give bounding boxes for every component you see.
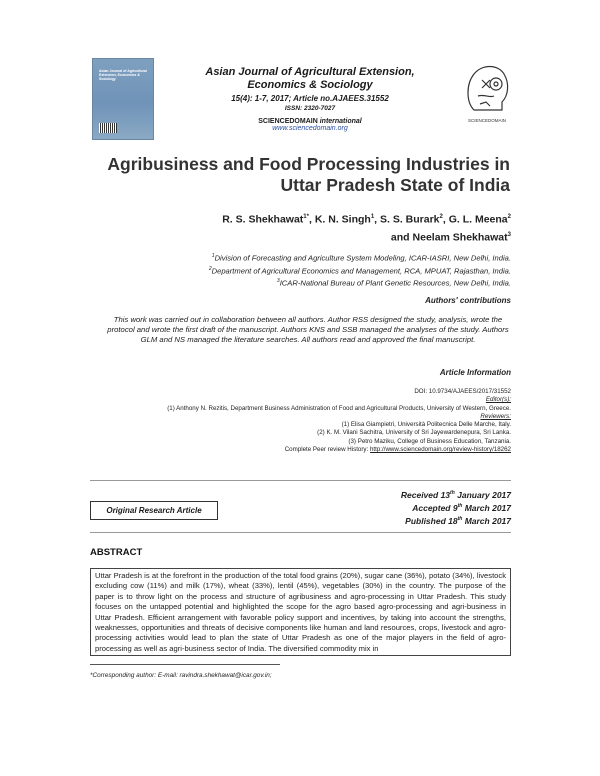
reviewer-1: (1) Elisa Giampietri, Università Politecnica Delle Marche, Italy. — [341, 421, 511, 429]
divider — [90, 532, 511, 533]
published-date — [300, 514, 511, 527]
doi: DOI: 10.9734/AJAEES/2017/31552 — [414, 388, 511, 395]
logo-caption: SCIENCEDOMAIN — [467, 118, 507, 123]
journal-name — [160, 66, 460, 92]
editor-1: (1) Anthony N. Rezitis, Department Business Administration of Food and Agricultural Products, University of Western, Greece. — [167, 404, 511, 412]
contributions-text: This work was carried out in collaboration between all authors. Author RSS designed the study, analysis, wrote the protocol and wrote the first draft of the manuscript. Authors KNS and SSB managed the analyses of the study. Authors GLM and NS managed the literature searches. All authors read and approved the final manuscript. — [107, 315, 509, 344]
abstract-heading: ABSTRACT — [90, 547, 143, 558]
publisher-logo-icon — [460, 58, 514, 128]
article-info-block — [90, 388, 511, 454]
published-suffix: March 2017 — [462, 515, 511, 526]
received-date — [300, 488, 511, 501]
title-line-2: Uttar Pradesh State of India — [280, 175, 510, 195]
published-sup: th — [457, 515, 463, 522]
article-type-box: Original Research Article — [90, 501, 218, 520]
accepted-date — [300, 501, 511, 514]
paper-title — [90, 154, 510, 196]
journal-volume: 15(4): 1-7, 2017; Article no.AJAEES.31552 — [231, 94, 389, 103]
received-suffix: January 2017 — [454, 489, 511, 500]
journal-name-line2: Economics & Sociology — [247, 79, 373, 91]
publisher-suffix: international — [319, 118, 362, 125]
received-sup: th — [450, 490, 455, 496]
footnote-divider — [90, 664, 280, 665]
accepted-sup: th — [457, 502, 463, 509]
publisher-block — [160, 118, 460, 132]
affiliation-2 — [90, 264, 511, 277]
cover-title: Asian Journal of Agricultural Extension, Economics & Sociology — [99, 69, 147, 81]
author-2: K. N. Singh — [314, 213, 371, 226]
review-history-link[interactable]: http://www.sciencedomain.org/review-history/18262 — [369, 446, 511, 454]
author-5: Neelam Shekhawat — [412, 231, 508, 243]
author-4-sup: 2 — [507, 214, 511, 220]
publisher-url[interactable]: www.sciencedomain.org — [272, 125, 348, 132]
published-prefix: Published 18 — [405, 515, 458, 526]
received-prefix: Received 13 — [400, 489, 451, 500]
author-2-sup: 1 — [370, 214, 375, 220]
affiliation-3-sup: 3 — [276, 278, 280, 285]
accepted-prefix: Accepted 9 — [412, 502, 458, 513]
divider — [90, 480, 511, 481]
journal-issn: ISSN: 2320-7027 — [284, 105, 336, 112]
author-3-sup: 2 — [439, 214, 443, 220]
author-1: R. S. Shekhawat — [222, 213, 304, 226]
reviewers-label: Reviewers: — [480, 412, 511, 420]
affiliation-1-sup: 1 — [211, 253, 215, 259]
author-5-sup: 3 — [507, 231, 511, 238]
contributions-heading: Authors' contributions — [425, 296, 511, 305]
review-history-label: Complete Peer review History: — [284, 446, 369, 454]
title-line-1: Agribusiness and Food Processing Industries in — [107, 154, 510, 174]
author-1-sup: 1* — [303, 214, 309, 220]
review-history — [90, 446, 511, 454]
author-list: R. S. Shekhawat$^{1*}$, K. N. Singh$^1$, S. S. Burark$^2$, G. L. Meena$^2$ and Neelam Shekhawat$^3$ — [222, 213, 511, 243]
affiliation-3 — [90, 276, 511, 289]
author-3: S. S. Burark — [380, 213, 440, 226]
dates-block — [300, 488, 511, 526]
journal-info — [160, 66, 460, 112]
reviewer-3: (3) Petro Maziku, College of Business Education, Tanzania. — [348, 437, 511, 445]
publisher-label: SCIENCEDOMAIN — [258, 118, 318, 125]
barcode-icon — [99, 123, 117, 133]
affiliation-1-text: Division of Forecasting and Agriculture System Modeling, ICAR-IASRI, New Delhi, India. — [214, 253, 511, 263]
editors-label: Editor(s): — [485, 396, 511, 404]
affiliation-2-sup: 2 — [208, 265, 212, 272]
article-info-heading: Article Information — [439, 368, 511, 377]
affiliation-2-text: Department of Agricultural Economics and Management, RCA, MPUAT, Rajasthan, India. — [211, 266, 511, 276]
author-conjunction: and — [390, 231, 410, 243]
journal-cover-thumbnail — [92, 58, 154, 140]
publisher-name — [160, 118, 460, 125]
journal-name-line1: Asian Journal of Agricultural Extension, — [205, 66, 415, 78]
affiliations — [90, 251, 511, 289]
affiliation-1 — [90, 251, 511, 264]
abstract-text: Uttar Pradesh is at the forefront in the production of the total food grains (20%), sugar cane (36%), potato (34%), livestock excluding cow (11%) and milk (17%), wheat (33%), lentil (45%), vegetables (30%) in the country. The purpose of the paper is to throw light on the process and structure of agribusiness and agro-processing in Uttar Pradesh. This study focuses on the untapped potential and highlighted the scope for the agro based agro-processing and agri-business in Uttar Pradesh. Efficient arrangement with favorable policy support and incentives, by taking into account the strengths, weaknesses, opportunities and threats of decisive components like human and land resources, crops, livestock and agro-processing activities would lead to plan the state of Uttar Pradesh as one of the major players in the field of agro-processing as well as agri-business sector of India. The diversified commodity mix in — [95, 571, 506, 653]
accepted-suffix: March 2017 — [462, 502, 511, 513]
reviewer-2: (2) K. M. Vilani Sachitra, University of Sri Jayewardenepura, Sri Lanka. — [317, 429, 511, 437]
corresponding-author-footnote: *Corresponding author: E-mail: ravindra.shekhawat@icar.gov.in; — [90, 672, 272, 679]
author-4: G. L. Meena — [448, 213, 508, 226]
affiliation-3-text: ICAR-National Bureau of Plant Genetic Resources, New Delhi, India. — [279, 278, 511, 288]
abstract-box — [90, 568, 511, 656]
